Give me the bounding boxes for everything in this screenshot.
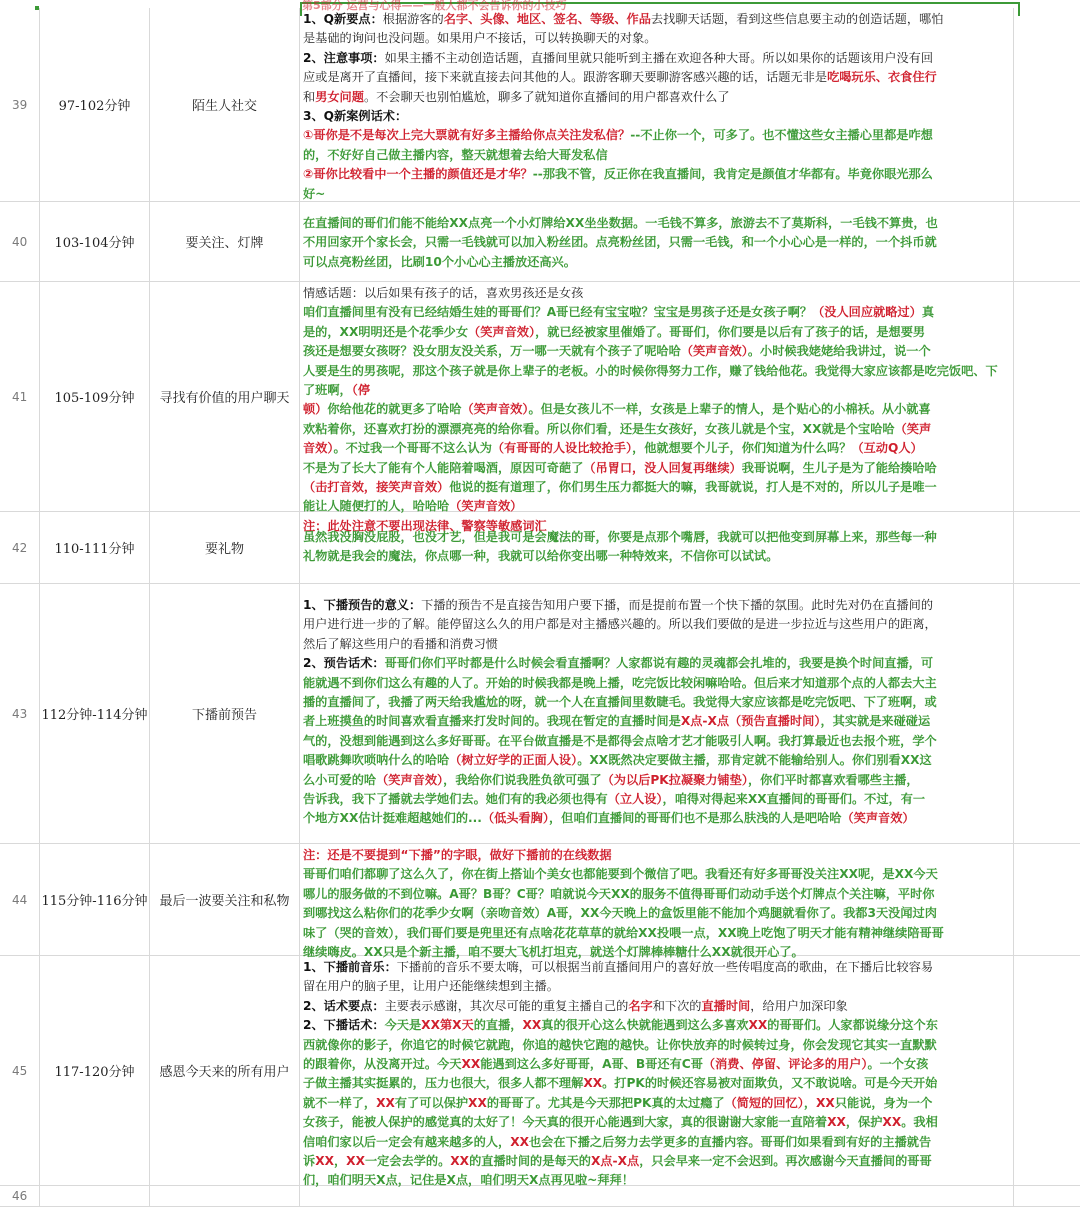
content-line xyxy=(303,615,1009,634)
highlight-text: （停 xyxy=(351,383,371,398)
content-line xyxy=(303,771,1009,790)
section-heading: 1、下播预告的意义： xyxy=(303,598,422,612)
highlight-text: （击打音效，接笑声音效） xyxy=(303,480,450,495)
script-text: 的跟着你，从没离开过。今天 xyxy=(303,1057,462,1072)
highlight-text: （笑声音效） xyxy=(449,499,523,514)
content-line xyxy=(303,342,1009,361)
section-heading: 2、注意事项： xyxy=(303,50,385,65)
script-content-cell[interactable] xyxy=(300,844,1014,960)
content-line xyxy=(303,1113,1009,1132)
content-line xyxy=(303,1016,1009,1035)
empty-cell[interactable] xyxy=(1014,584,1080,843)
content-line xyxy=(303,865,1009,884)
script-text: 是的，XX明明还是个花季少女 xyxy=(303,324,469,339)
time-cell[interactable]: 110-111分钟 xyxy=(40,512,150,583)
content-line xyxy=(303,885,1009,904)
highlight-text: （笑声音效） xyxy=(376,772,444,787)
script-text: 。我相 xyxy=(901,1115,938,1130)
script-text: 到哪找这么粘你们的花季少女啊（亲吻音效）A哥，XX今天晚上的盒饭里能不能加个鸡腿就看你了。我都3天没闻过肉 xyxy=(303,906,937,921)
plain-text: ，给用户加深印象 xyxy=(750,998,848,1013)
section-heading: 2、预告话术： xyxy=(303,656,385,671)
script-text: 告诉我，我下了播就去学她们去。她们有的我必须也得有 xyxy=(303,792,608,807)
highlight-text: XX xyxy=(346,1154,365,1169)
row-number[interactable]: 40 xyxy=(0,202,40,281)
highlight-text: XX xyxy=(461,1057,481,1072)
script-text: 继续嗨皮。XX只是个新主播，咱不要大飞机打坦克，就送个灯牌棒棒糖什么XX就很开心了。 xyxy=(303,945,804,960)
highlight-text: （简短的回忆） xyxy=(724,1095,804,1110)
highlight-text: X点-X点（预告直播时间） xyxy=(680,714,821,729)
script-text: ，你们平时都喜欢看哪些主播， xyxy=(747,772,919,787)
table-row[interactable] xyxy=(0,282,1080,533)
time-cell[interactable]: 117-120分钟 xyxy=(40,956,150,1185)
content-line xyxy=(303,654,1009,673)
script-text: 西就像你的影子，你追它的时候它就跑，你追的越快它跑的越快。让你快放弃的时候转过身，你会发现它其实一直默默 xyxy=(303,1037,937,1052)
script-text: 信咱们家以后一定会有越来越多的人， xyxy=(303,1134,511,1149)
script-text: 的直播， xyxy=(473,1018,523,1033)
script-text: ，他就想要个儿子，你们知道为什么吗？ xyxy=(632,441,852,456)
highlight-text: （有哥哥的人设比较抢手） xyxy=(491,441,633,456)
script-content-cell[interactable] xyxy=(300,512,1014,583)
time-cell[interactable]: 97-102分钟 xyxy=(40,8,150,201)
script-text: 只能说，身为一个 xyxy=(834,1095,933,1110)
topic-cell[interactable]: 寻找有价值的用户聊天 xyxy=(150,282,300,511)
row-number[interactable]: 45 xyxy=(0,956,40,1185)
content-line xyxy=(303,400,1009,419)
script-text: 。一个女孩 xyxy=(867,1057,929,1072)
plain-text: 如果主播不主动创造话题，直播间里就只能听到主播在欢迎各种大哥。所以如果你的话题该用户没有回 xyxy=(384,50,934,65)
script-text: 孩还是想要女孩呀？没女朋友没关系，万一哪一天就有个孩子了呢哈哈 xyxy=(303,344,681,359)
content-line xyxy=(303,1036,1009,1055)
plain-text: 应或是离开了直播间，接下来就直接去问其他的人。跟游客聊天要聊游客感兴趣的话，话题无非是 xyxy=(303,70,828,85)
highlight-text: XX xyxy=(882,1115,902,1130)
highlight-text: XX xyxy=(748,1018,768,1033)
plain-text: 主要表示感谢，其次尽可能的重复主播自己的 xyxy=(384,998,629,1013)
script-text: ， xyxy=(803,1095,817,1110)
highlight-text: （立人设） xyxy=(607,792,663,807)
script-text: 能让人随便打的人，哈哈哈 xyxy=(303,499,450,514)
content-line xyxy=(303,1055,1009,1074)
row-number[interactable]: 43 xyxy=(0,584,40,843)
content-line xyxy=(303,547,1009,566)
content-line xyxy=(303,1133,1009,1152)
table-row[interactable] xyxy=(0,844,1080,960)
script-text: 的哥哥们。人家都说缘分这个东 xyxy=(767,1018,938,1033)
script-text: 你给他花的就更多了哈哈 xyxy=(327,402,462,417)
content-line xyxy=(303,233,1009,252)
highlight-text: XX第X天 xyxy=(421,1018,474,1033)
script-text: ，咱得对得起来XX直播间的哥哥们。不过，有一 xyxy=(662,792,926,807)
script-text: 能就遇不到你们这么有趣的人了。开始的时候我都是晚上播，吃完饭比较闲嘛哈哈。但后来才知道那个点的人都去大主 xyxy=(303,675,937,690)
content-line xyxy=(303,751,1009,770)
plain-text: 根据游客的 xyxy=(382,12,444,26)
script-text: 礼物就是我会的魔法，你点哪一种，我就可以给你变出哪一种特效来，不信你可以试试。 xyxy=(303,549,779,564)
script-text: ， xyxy=(333,1154,347,1169)
content-line xyxy=(303,439,1009,458)
content-line xyxy=(303,1152,1009,1171)
highlight-text: ①哥你是不是每次上完大票就有好多主播给你点关注发私信？ xyxy=(303,128,631,143)
script-text: ，就已经被家里催婚了。哥哥们，你们要是以后有了孩子的话，是想要男 xyxy=(535,324,926,339)
script-text: 们，咱们明天X点，记住是X点，咱们明天X点再见啦~拜拜！ xyxy=(303,1173,634,1188)
content-line xyxy=(303,846,1009,865)
content-line xyxy=(303,284,1009,303)
script-text: ，我给你们说我胜负欲可强了 xyxy=(443,772,602,787)
time-cell[interactable]: 115分钟-116分钟 xyxy=(40,844,150,955)
time-cell[interactable]: 105-109分钟 xyxy=(40,282,150,511)
plain-text: 留在用户的脑子里，让用户还能继续想到主播。 xyxy=(303,979,559,994)
topic-cell[interactable]: 要礼物 xyxy=(150,512,300,583)
script-content-cell[interactable] xyxy=(300,8,1014,201)
script-text: ，只会早来一定不会迟到。再次感谢今天直播间的哥哥 xyxy=(639,1154,932,1169)
empty-cell[interactable] xyxy=(1014,8,1080,201)
content-line xyxy=(303,165,1009,184)
script-text: 气的，没想到能遇到这么多好哥哥。在平台做直播是不是都得会点啥才艺才能吸引人啊。我打算最近也去报个班，学个 xyxy=(303,733,937,748)
plain-text: 用户进行进一步的了解。能停留这么久的用户都是对主播感兴趣的。所以我们要做的是进一步拉近与这些用户的距离， xyxy=(303,617,937,632)
highlight-text: XX xyxy=(450,1154,470,1169)
content-line xyxy=(303,10,1009,29)
content-line xyxy=(303,214,1009,233)
highlight-text: （低头看胸） xyxy=(481,811,549,826)
content-line xyxy=(303,1094,1009,1113)
content-line xyxy=(303,478,1009,497)
table-row[interactable] xyxy=(0,584,1080,844)
table-row[interactable] xyxy=(0,956,1080,1186)
row-number[interactable]: 42 xyxy=(0,512,40,583)
script-text: 。不过我一个哥哥不这么认为 xyxy=(333,441,492,456)
script-text: 诉 xyxy=(303,1154,316,1169)
script-text: 唱歌跳舞吹唢呐什么的哈哈 xyxy=(303,753,450,768)
plain-text: 。不会聊天也别怕尴尬，聊多了就知道你直播间的用户都喜欢什么了 xyxy=(363,89,730,104)
script-text: 播的直播间了，我播了两天给我尴尬的呀，就一个人在直播间里数睫毛。我觉得大家应该都是吃完饭吧、下了班啊，或 xyxy=(303,695,937,710)
plain-text: 去找聊天话题，看到这些信息要主动的创造话题，哪怕 xyxy=(650,12,944,26)
script-text: 今天是 xyxy=(384,1018,422,1033)
content-line xyxy=(303,362,1009,401)
section-heading: 2、下播话术： xyxy=(303,1018,385,1033)
content-line xyxy=(303,693,1009,712)
highlight-text: 名字、头像、地区、签名、等级、作品 xyxy=(443,12,651,26)
table-row[interactable] xyxy=(0,202,1080,282)
content-line xyxy=(303,732,1009,751)
section-heading: 3、Q新案例话术： xyxy=(303,109,408,124)
script-text: 哥哥们你们平时都是什么时候会看直播啊？人家都说有趣的灵魂都会扎堆的，我要是换个时间直播，可 xyxy=(384,656,934,671)
script-content-cell[interactable] xyxy=(300,1186,1014,1206)
highlight-text: XX xyxy=(315,1154,334,1169)
script-text: 。XX既然决定要做主播，那肯定就不能输给别人。你们别看XX这 xyxy=(577,753,932,768)
highlight-text: 男女问题 xyxy=(315,89,364,104)
plain-text: 和下次的 xyxy=(652,998,702,1013)
highlight-text: 注：此处注意不要出现法律、警察等敏感词汇 xyxy=(303,518,547,533)
plain-text: 下播的预告不是直接告知用户要下播，而是提前布置一个快下播的氛围。此时先对仍在直播间的 xyxy=(421,598,934,612)
empty-cell[interactable] xyxy=(1014,956,1080,1185)
row-number[interactable]: 46 xyxy=(0,1186,40,1206)
content-line xyxy=(303,49,1009,68)
script-text: 在直播间的哥们们能不能给XX点亮一个小灯牌给XX坐坐数据。一毛钱不算多，旅游去不了莫斯科，一毛钱不算贵，也 xyxy=(303,216,938,230)
topic-cell[interactable]: 下播前预告 xyxy=(150,584,300,843)
script-text: 味了（哭的音效），我们哥们要是兜里还有点啥花花草草的就给XX投喂一点，XX晚上吃饱了明天才能有精神继续陪哥哥 xyxy=(303,925,944,940)
content-line xyxy=(303,596,1009,615)
empty-cell[interactable] xyxy=(1014,282,1080,511)
highlight-text: （消费、停留、评论多的用户） xyxy=(702,1057,868,1072)
script-text: 好~ xyxy=(303,186,326,201)
highlight-text: XX xyxy=(376,1095,395,1110)
script-content-cell[interactable] xyxy=(300,584,1014,843)
time-cell[interactable]: 112分钟-114分钟 xyxy=(40,584,150,843)
section-heading: 1、下播前音乐： xyxy=(303,960,397,974)
content-line xyxy=(303,88,1009,107)
script-text: --那我不管，反正你在我直播间，我肯定是颜值才华都有。毕竟你眼光那么 xyxy=(532,167,933,182)
highlight-text: XX xyxy=(583,1076,603,1091)
script-text: 个地方XX估计挺难超越她们的... xyxy=(303,811,482,826)
table-row[interactable] xyxy=(0,8,1080,202)
highlight-text: XX xyxy=(468,1095,487,1110)
content-line xyxy=(303,924,1009,943)
script-text: 真 xyxy=(921,305,934,320)
script-text: 的哥哥了。尤其是今天那把PK真的太过瘾了 xyxy=(486,1095,725,1110)
content-line xyxy=(303,958,1009,977)
empty-cell[interactable] xyxy=(1014,202,1080,281)
content-line xyxy=(303,107,1009,126)
script-content-cell[interactable] xyxy=(300,202,1014,281)
topic-cell[interactable]: 要关注、灯牌 xyxy=(150,202,300,281)
script-text: 有了可以保护 xyxy=(394,1095,469,1110)
script-text: ，但咱们直播间的哥哥们也不是那么肤浅的人是吧哈哈 xyxy=(548,811,842,826)
content-line xyxy=(303,674,1009,693)
highlight-text: XX xyxy=(510,1134,529,1149)
highlight-text: 注：还是不要提到“下播”的字眼，做好下播前的在线数据 xyxy=(303,848,612,862)
script-text: 的直播时间的是每天的 xyxy=(469,1154,591,1169)
time-cell[interactable]: 103-104分钟 xyxy=(40,202,150,281)
highlight-text: 吃喝玩乐、衣食住行 xyxy=(827,70,937,85)
plain-text: 然后了解这些用户的看播和消费习惯 xyxy=(303,636,498,651)
script-text: 一定会去学的。 xyxy=(364,1154,451,1169)
highlight-text: （没人回应就略过） xyxy=(812,305,922,320)
row-number[interactable]: 44 xyxy=(0,844,40,955)
table-row[interactable] xyxy=(0,512,1080,584)
highlight-text: 直播时间 xyxy=(701,998,751,1013)
content-line xyxy=(303,420,1009,439)
script-text: 子做主播其实挺累的，压力也很大，很多人都不理解 xyxy=(303,1076,584,1091)
highlight-text: （笑声音效） xyxy=(680,344,748,359)
highlight-text: （吊胃口，没人回复再继续） xyxy=(583,460,742,475)
content-line xyxy=(303,528,1009,547)
script-text: 。打PK的时候还容易被对面欺负，又不敢说啥。可是今天开始 xyxy=(602,1076,938,1091)
script-text: 咱们直播间里有没有已经结婚生娃的哥哥们？A哥已经有宝宝啦？宝宝是男孩子还是女孩子啊？ xyxy=(303,305,813,320)
content-line xyxy=(303,459,1009,478)
script-text: 不用回家开个家长会，只需一毛钱就可以加入粉丝团。点亮粉丝团，只需一毛钱，和一个小心心是一样的，一个抖币就 xyxy=(303,235,937,250)
content-line xyxy=(303,904,1009,923)
script-text: 者上班摸鱼的时间喜欢看直播来打发时间的。我现在暂定的直播时间是 xyxy=(303,714,681,729)
script-text: 不是为了长大了能有个人能陪着喝酒，原因可奇葩了 xyxy=(303,460,584,475)
highlight-text: （笑声音效） xyxy=(468,324,536,339)
script-content-cell[interactable] xyxy=(300,282,1014,533)
script-text: ，其实就是来碰碰运 xyxy=(820,714,931,729)
content-line xyxy=(303,977,1009,996)
script-text: 可以点亮粉丝团，比刷10个小心心主播放还高兴。 xyxy=(303,254,576,269)
highlight-text: （为以后PK拉凝聚力铺垫） xyxy=(601,772,748,787)
content-line xyxy=(303,303,1009,322)
content-line xyxy=(303,29,1009,48)
script-content-cell[interactable] xyxy=(300,956,1014,1188)
plain-text: 和 xyxy=(303,89,316,104)
highlight-text: 音效） xyxy=(303,441,334,456)
script-text: 他说的挺有道理了，你们男生压力都挺大的嘛，我哥就说，打人是不对的，所以儿子是唯一 xyxy=(449,480,937,495)
highlight-text: （互动Q人） xyxy=(851,441,923,456)
empty-cell[interactable] xyxy=(1014,512,1080,583)
content-line xyxy=(303,635,1009,654)
highlight-text: （笑声音效） xyxy=(461,402,529,417)
plain-text: 下播前的音乐不要太嗨，可以根据当前直播间用户的喜好放一些传唱度高的歌曲，在下播后比较容易 xyxy=(396,960,934,974)
highlight-text: XX xyxy=(827,1115,846,1130)
row-number[interactable]: 39 xyxy=(0,8,40,201)
script-text: 人要是生的男孩呢，那这个孩子就是你上辈子的老板。小的时候你得努力工作，赚了钱给他花。我觉得大家应该都是吃完饭吧、下了班啊， xyxy=(303,363,998,398)
highlight-text: X点-X点 xyxy=(590,1154,640,1169)
content-line xyxy=(303,997,1009,1016)
content-line xyxy=(303,68,1009,87)
content-line xyxy=(303,712,1009,731)
script-text: --不止你一个，可多了。也不懂这些女主播心里都是咋想 xyxy=(630,128,933,143)
script-text: 真的很开心这么快就能遇到这么多喜欢 xyxy=(541,1018,749,1033)
highlight-text: （树立好学的正面人设） xyxy=(449,753,578,768)
topic-cell[interactable]: 陌生人社交 xyxy=(150,8,300,201)
highlight-text: （笑声 xyxy=(894,421,932,436)
script-text: 我哥说啊，生儿子是为了能给揍哈哈 xyxy=(741,460,937,475)
time-cell[interactable] xyxy=(40,1186,150,1206)
script-text: 哪儿的服务做的不到位嘛。A哥？B哥？C哥？咱就说今天XX的服务不值得哥哥们动动手送个灯牌点个关注嘛，平时你 xyxy=(303,886,935,901)
empty-cell[interactable] xyxy=(1014,844,1080,955)
table-row[interactable] xyxy=(0,1186,1080,1207)
highlight-text: XX xyxy=(522,1018,542,1033)
content-line xyxy=(303,253,1009,272)
plain-text: 情感话题：以后如果有孩子的话，喜欢男孩还是女孩 xyxy=(303,286,584,300)
topic-cell[interactable]: 最后一波要关注和私物 xyxy=(150,844,300,955)
highlight-text: XX xyxy=(816,1095,835,1110)
highlight-text: （笑声音效） xyxy=(841,811,915,826)
content-line xyxy=(303,323,1009,342)
section-heading: 2、话术要点： xyxy=(303,998,385,1013)
script-text: 。小时候我姥姥给我讲过，说一个 xyxy=(747,344,931,359)
script-text: 也会在下播之后努力去学更多的直播内容。哥哥们如果看到有好的主播就告 xyxy=(528,1134,932,1149)
highlight-text: 名字 xyxy=(628,998,653,1013)
script-text: ，保护 xyxy=(845,1115,883,1130)
empty-cell[interactable] xyxy=(1014,1186,1080,1206)
script-text: 的，不好好自己做主播内容，整天就想着去给大哥发私信 xyxy=(303,147,608,162)
topic-cell[interactable] xyxy=(150,1186,300,1206)
row-number[interactable]: 41 xyxy=(0,282,40,511)
script-text: 就不一样了， xyxy=(303,1095,377,1110)
content-line xyxy=(303,146,1009,165)
content-line xyxy=(303,1074,1009,1093)
content-line xyxy=(303,790,1009,809)
content-line xyxy=(303,126,1009,145)
plain-text: 是基础的询问也没问题。如果用户不接话，可以转换聊天的对象。 xyxy=(303,31,657,46)
script-text: 女孩子，能被人保护的感觉真的太好了！今天真的很开心能遇到大家，真的很谢谢大家能一直陪着 xyxy=(303,1115,828,1130)
cut-off-header-text: 第5部分 运营与心得——一般人都不会告诉你的小技巧 xyxy=(302,0,567,12)
section-heading: 1、Q新要点： xyxy=(303,12,383,26)
script-text: 能遇到这么多好哥哥，A哥、B哥还有C哥 xyxy=(480,1057,703,1072)
highlight-text: ②哥你比较看中一个主播的颜值还是才华？ xyxy=(303,167,533,182)
highlight-text: 顿） xyxy=(303,402,328,417)
script-text: 么小可爱的哈 xyxy=(303,772,377,787)
script-text: 哥哥们咱们都聊了这么久了，你在街上搭讪个美女也都能要到个微信了吧。我看还有好多哥哥没关注XX呢，是XX今天 xyxy=(303,867,938,882)
script-text: 。但是女孩儿不一样，女孩是上辈子的情人，是个贴心的小棉袄。从小就喜 xyxy=(528,402,931,417)
topic-cell[interactable]: 感恩今天来的所有用户 xyxy=(150,956,300,1185)
script-text: 虽然我没胸没屁股，也没才艺，但是我可是会魔法的哥，你要是点那个嘴唇，我就可以把他变到屏幕上来，那些每一种 xyxy=(303,530,937,544)
content-line xyxy=(303,809,1009,828)
script-text: 欢粘着你，还喜欢打扮的漂漂亮亮的给你看。所以你们看，还是生女孩好，女孩儿就是个宝，XX就是个宝哈哈 xyxy=(303,421,895,436)
